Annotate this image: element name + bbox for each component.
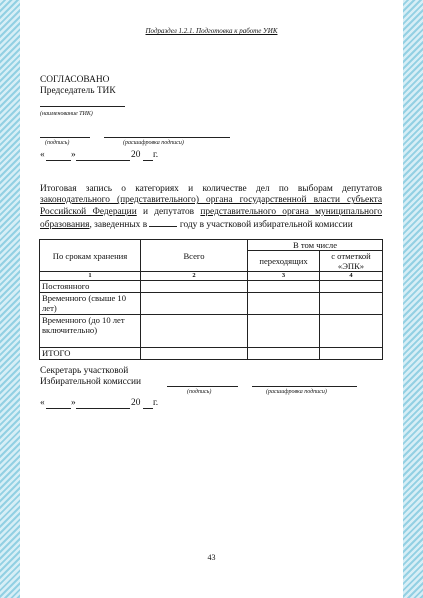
secretary-decode-line	[252, 386, 357, 387]
approval-sign-line	[40, 137, 90, 138]
secretary-sign-line	[167, 386, 238, 387]
secretary-line-2: Избирательной комиссии	[40, 377, 142, 387]
approval-decode-line	[104, 137, 230, 138]
approval-sign-caption: (подпись)	[45, 140, 70, 146]
column-numbers-row	[40, 272, 383, 281]
approval-chair: Председатель ТИК	[40, 86, 116, 96]
table-cell[interactable]	[320, 281, 383, 293]
paragraph-part-5: , заведенных в	[89, 219, 150, 230]
approval-date-close: »	[71, 150, 76, 160]
paragraph-part-1: Итоговая запись о категориях и количестве дел по выборам депутатов	[40, 184, 382, 194]
header-carried-over: переходящих	[248, 251, 320, 272]
approval-year-prefix: 20	[131, 150, 141, 160]
header-epk-mark: с отметкой «ЭПК»	[320, 251, 383, 272]
table-cell[interactable]	[248, 281, 320, 293]
column-number: 2	[141, 272, 248, 281]
table-cell[interactable]	[320, 315, 383, 348]
row-label-total: ИТОГО	[40, 348, 141, 360]
table-cell[interactable]	[141, 281, 248, 293]
column-number: 3	[248, 272, 320, 281]
column-number: 1	[40, 272, 141, 281]
header-total: Всего	[141, 240, 248, 272]
secretary-year-suffix: г.	[153, 398, 159, 408]
header-including: В том числе	[248, 240, 383, 251]
row-label: Постоянного	[40, 281, 141, 293]
tik-name-line	[40, 106, 125, 107]
table-row	[40, 348, 383, 360]
left-decorative-stripe	[0, 0, 20, 598]
table-row	[40, 281, 383, 293]
approval-date-open: «	[40, 150, 45, 160]
secretary-year-line	[143, 408, 153, 409]
approval-label: СОГЛАСОВАНО	[40, 75, 110, 85]
secretary-decode-caption: (расшифровка подписи)	[266, 389, 327, 395]
table-cell[interactable]	[248, 315, 320, 348]
page-number: 43	[207, 553, 216, 562]
secretary-month-line	[76, 408, 130, 409]
table-cell[interactable]	[248, 348, 320, 360]
table-cell[interactable]	[141, 315, 248, 348]
section-header-title: Подготовка к работе УИК	[196, 27, 278, 35]
approval-decode-caption: (расшифровка подписи)	[123, 140, 184, 146]
summary-paragraph	[40, 184, 382, 231]
right-decorative-stripe	[403, 0, 423, 598]
secretary-sign-caption: (подпись)	[187, 389, 212, 395]
table-cell[interactable]	[141, 293, 248, 315]
paragraph-municipal-body: представительного органа муниципального образования	[40, 206, 383, 230]
table-cell[interactable]	[320, 348, 383, 360]
secretary-line-1: Секретарь участковой	[40, 366, 129, 376]
table-row	[40, 315, 383, 348]
records-table	[39, 239, 383, 360]
approval-year-suffix: г.	[153, 150, 159, 160]
approval-day-line	[46, 160, 71, 161]
secretary-date-open: «	[40, 398, 45, 408]
header-retention-period: По срокам хранения	[40, 240, 141, 272]
table-row	[40, 293, 383, 315]
row-label: Временного (свыше 10 лет)	[40, 293, 141, 315]
table-cell[interactable]	[248, 293, 320, 315]
table-cell[interactable]	[320, 293, 383, 315]
paragraph-regional-body: законодательного (представительного) органа государственной власти субъекта Российской Федерации	[40, 195, 382, 217]
row-label: Временного (до 10 лет включительно)	[40, 315, 141, 348]
column-number: 4	[320, 272, 383, 281]
table-cell[interactable]	[141, 348, 248, 360]
secretary-year-prefix: 20	[131, 398, 141, 408]
approval-month-line	[76, 160, 130, 161]
secretary-day-line	[46, 408, 71, 409]
tik-name-caption: (наименование ТИК)	[40, 111, 93, 117]
section-header-prefix: Подраздел 1.2.1.	[145, 27, 197, 35]
paragraph-part-3: и депутатов	[136, 206, 201, 217]
secretary-date-close: »	[71, 398, 76, 408]
paragraph-part-6: году в участковой избирательной комиссии	[177, 219, 353, 230]
section-header	[30, 27, 393, 35]
paragraph-year-blank	[149, 218, 177, 227]
approval-year-line	[143, 160, 153, 161]
